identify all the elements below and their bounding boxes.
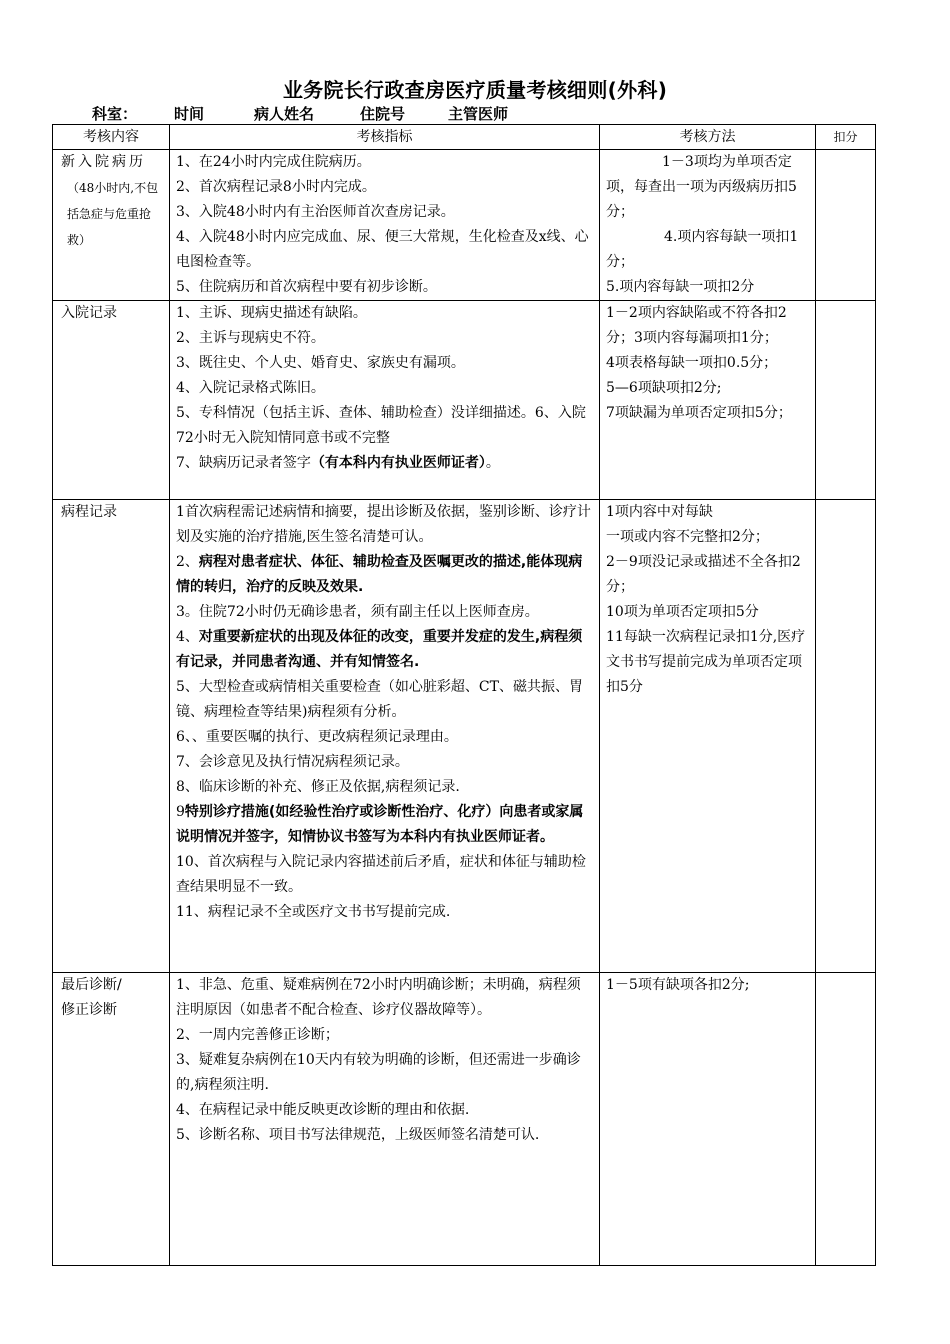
category-title: 病程记录 bbox=[61, 504, 117, 520]
indicators-cell bbox=[170, 150, 600, 301]
method-item: 4.项内容每缺一项扣1分； bbox=[606, 229, 799, 270]
method-cell bbox=[600, 150, 816, 301]
indicator-text: 7、缺病历记录者签字 bbox=[176, 455, 311, 471]
method-item: 1项内容中对每缺 bbox=[606, 504, 713, 520]
deduction-cell[interactable] bbox=[816, 150, 876, 301]
category-title: 最后诊断/ bbox=[61, 977, 122, 993]
department-label: 科室： bbox=[92, 105, 138, 123]
indicators-cell bbox=[170, 500, 600, 973]
indicator-item: 5、大型检查或病情相关重要检查（如心脏彩超、CT、磁共振、胃镜、病理检查等结果)病程须有分析。 bbox=[176, 679, 583, 720]
method-item: 5—6项缺项扣2分; bbox=[606, 380, 722, 396]
table-row bbox=[53, 150, 876, 301]
indicator-text: 9 bbox=[176, 804, 185, 820]
category-cell bbox=[53, 973, 170, 1266]
method-item: 4项表格每缺一项扣0.5分； bbox=[606, 355, 778, 371]
indicator-item bbox=[176, 550, 593, 600]
method-item: 11每缺一次病程记录扣1分,医疗文书书写提前完成为单项否定项扣5分 bbox=[606, 629, 806, 695]
indicator-text: 4、 bbox=[176, 629, 199, 645]
method-item: 一项或内容不完整扣2分； bbox=[606, 529, 769, 545]
indicator-item: 4、在病程记录中能反映更改诊断的理由和依据. bbox=[176, 1102, 470, 1118]
indicator-item: 3、入院48小时内有主治医师首次查房记录。 bbox=[176, 204, 455, 220]
assessment-table bbox=[52, 124, 876, 1266]
indicator-bold-text: 特别诊疗措施(如经验性治疗或诊断性治疗、化疗）向患者或家属说明情况并签字，知情协议书签写为本科内有执业医师证者。 bbox=[176, 804, 584, 845]
indicator-item: 3、既往史、个人史、婚育史、家族史有漏项。 bbox=[176, 355, 465, 371]
header-fields bbox=[92, 103, 508, 124]
indicator-item: 7、会诊意见及执行情况病程须记录。 bbox=[176, 754, 409, 770]
indicator-item: 1、主诉、现病史描述有缺陷。 bbox=[176, 305, 367, 321]
indicator-item: 5、诊断名称、项目书写法律规范，上级医师签名清楚可认. bbox=[176, 1127, 540, 1143]
indicator-bold-text: 病程对患者症状、体征、辅助检查及医嘱更改的描述,能体现病情的转归，治疗的反映及效果. bbox=[176, 554, 583, 595]
indicator-item: 3。住院72小时仍无确诊患者，须有副主任以上医师查房。 bbox=[176, 604, 539, 620]
table-row bbox=[53, 301, 876, 500]
header-method: 考核方法 bbox=[600, 125, 816, 150]
indicator-item: 8、临床诊断的补充、修正及依据,病程须记录. bbox=[176, 779, 460, 795]
category-title-line2: 修正诊断 bbox=[61, 1002, 117, 1018]
indicator-item: 6、、重要医嘱的执行、更改病程须记录理由。 bbox=[176, 729, 458, 745]
indicators-cell bbox=[170, 301, 600, 500]
category-title: 入院记录 bbox=[61, 305, 117, 321]
page-title: 业务院长行政查房医疗质量考核细则(外科) bbox=[282, 78, 668, 102]
indicator-item: 2、一周内完善修正诊断； bbox=[176, 1027, 339, 1043]
method-item: 1－2项内容缺陷或不符各扣2分；3项内容每漏项扣1分； bbox=[606, 305, 787, 346]
indicator-item: 4、入院记录格式陈旧。 bbox=[176, 380, 325, 396]
indicator-item: 2、主诉与现病史不符。 bbox=[176, 330, 325, 346]
indicator-item: 1、在24小时内完成住院病历。 bbox=[176, 154, 371, 170]
method-item: 2－9项没记录或描述不全各扣2分； bbox=[606, 554, 801, 595]
indicator-text: 2、 bbox=[176, 554, 199, 570]
time-label: 时间 bbox=[174, 105, 205, 123]
table-row bbox=[53, 500, 876, 973]
indicator-item: 5、专科情况（包括主诉、查体、辅助检查）没详细描述。6、入院72小时无入院知情同意书或不完整 bbox=[176, 405, 586, 446]
indicator-text: 。 bbox=[485, 455, 500, 471]
header-deduction: 扣分 bbox=[816, 125, 876, 150]
indicator-item: 4、入院48小时内应完成血、尿、便三大常规，生化检查及x线、心电图检查等。 bbox=[176, 229, 589, 270]
category-note: （48小时内,不包括急症与危重抢救） bbox=[67, 181, 159, 247]
indicator-item bbox=[176, 625, 593, 675]
category-cell bbox=[53, 150, 170, 301]
deduction-cell[interactable] bbox=[816, 973, 876, 1266]
header-content: 考核内容 bbox=[53, 125, 170, 150]
indicator-item: 10、首次病程与入院记录内容描述前后矛盾，症状和体征与辅助检查结果明显不一致。 bbox=[176, 854, 586, 895]
method-cell bbox=[600, 973, 816, 1266]
indicator-item bbox=[176, 451, 593, 476]
method-item: 7项缺漏为单项否定项扣5分； bbox=[606, 405, 792, 421]
method-cell bbox=[600, 500, 816, 973]
admission-number-label: 住院号 bbox=[360, 105, 406, 123]
indicator-bold-text: 对重要新症状的出现及体征的改变，重要并发症的发生,病程须有记录，并同患者沟通、并有知情签名. bbox=[176, 629, 583, 670]
method-item: 1－5项有缺项各扣2分; bbox=[606, 977, 750, 993]
method-item: 5.项内容每缺一项扣2分 bbox=[606, 279, 755, 295]
attending-doctor-label: 主管医师 bbox=[448, 105, 509, 123]
indicator-item bbox=[176, 800, 593, 850]
category-cell bbox=[53, 500, 170, 973]
indicator-bold-text: （有本科内有执业医师证者） bbox=[310, 455, 486, 471]
indicator-item: 11、病程记录不全或医疗文书书写提前完成. bbox=[176, 904, 451, 920]
table-row bbox=[53, 973, 876, 1266]
indicator-item: 5、住院病历和首次病程中要有初步诊断。 bbox=[176, 279, 437, 295]
method-item: 10项为单项否定项扣5分 bbox=[606, 604, 759, 620]
indicator-item: 1首次病程需记述病情和摘要，提出诊断及依据，鉴别诊断、诊疗计划及实施的治疗措施,医生签名清楚可认。 bbox=[176, 504, 591, 545]
header-indicators: 考核指标 bbox=[170, 125, 600, 150]
deduction-cell[interactable] bbox=[816, 301, 876, 500]
method-item: 1－3项均为单项否定项，每查出一项为丙级病历扣5分； bbox=[606, 154, 797, 220]
table-header-row bbox=[53, 125, 876, 150]
category-title: 新入院病历 bbox=[61, 154, 146, 170]
patient-name-label: 病人姓名 bbox=[254, 105, 315, 123]
deduction-cell[interactable] bbox=[816, 500, 876, 973]
indicator-item: 2、首次病程记录8小时内完成。 bbox=[176, 179, 376, 195]
indicator-item: 1、非急、危重、疑难病例在72小时内明确诊断；未明确，病程须注明原因（如患者不配合检查、诊疗仪器故障等）。 bbox=[176, 977, 581, 1018]
category-cell bbox=[53, 301, 170, 500]
indicators-cell bbox=[170, 973, 600, 1266]
indicator-item: 3、疑难复杂病例在10天内有较为明确的诊断，但还需进一步确诊的,病程须注明. bbox=[176, 1052, 581, 1093]
method-cell bbox=[600, 301, 816, 500]
